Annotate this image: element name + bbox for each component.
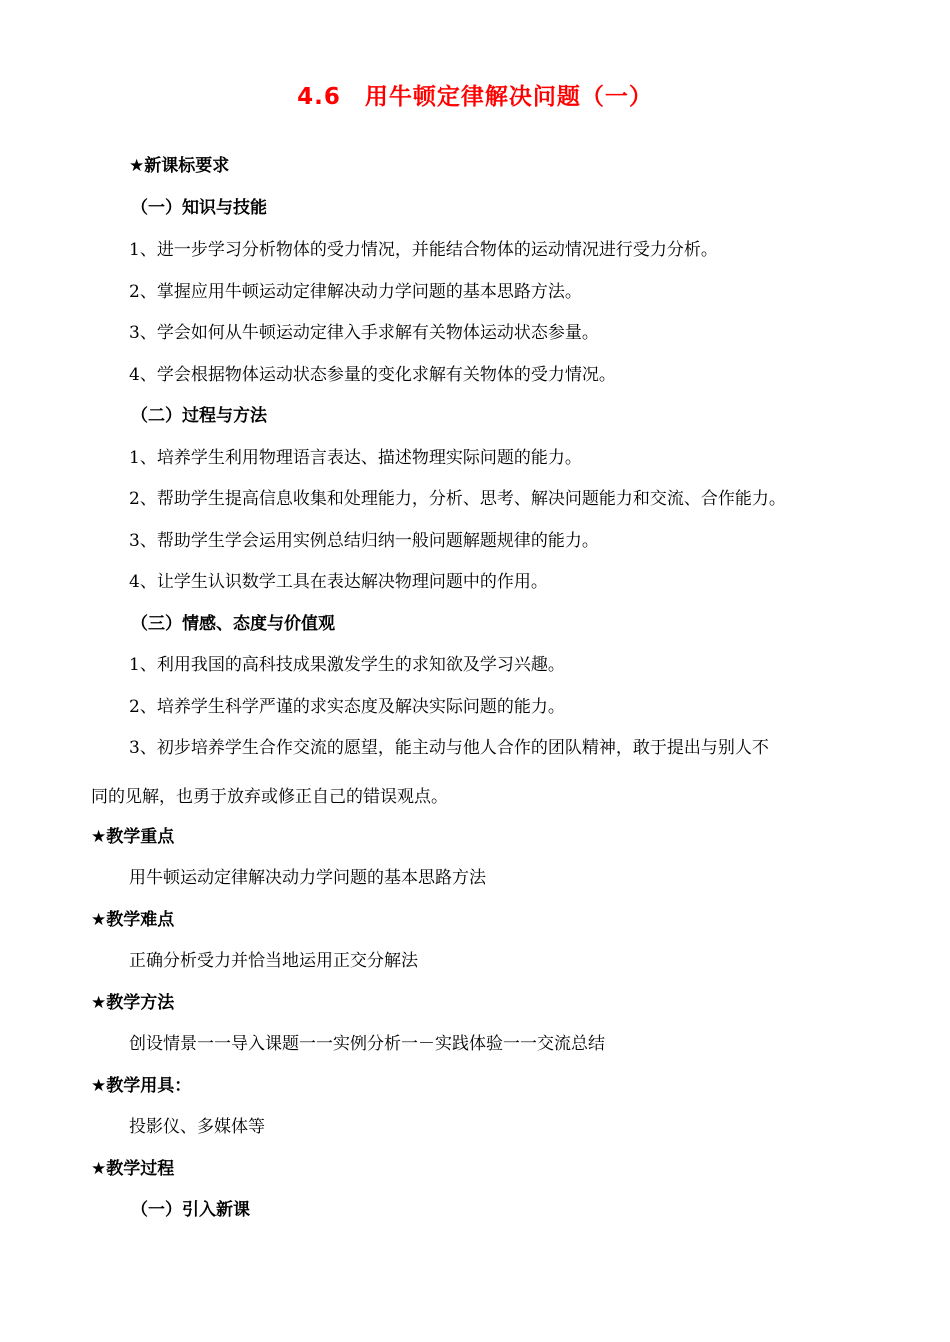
knowledge-item: 4、学会根据物体运动状态参量的变化求解有关物体的受力情况。 xyxy=(129,365,616,385)
values-item-continuation: 同的见解，也勇于放弃或修正自己的错误观点。 xyxy=(91,787,448,807)
method-text: 创设情景一一导入课题一一实例分析一－实践体验一一交流总结 xyxy=(129,1034,605,1054)
difficulty-text: 正确分析受力并恰当地运用正交分解法 xyxy=(129,951,418,971)
process-heading: （二）过程与方法 xyxy=(131,406,267,426)
key-point-text: 用牛顿运动定律解决动力学问题的基本思路方法 xyxy=(129,868,486,888)
page-title: 4.6 用牛顿定律解决问题（一） xyxy=(297,84,653,110)
method-heading: ★教学方法 xyxy=(91,993,175,1013)
process-item: 1、培养学生利用物理语言表达、描述物理实际问题的能力。 xyxy=(129,448,582,468)
difficulty-heading: ★教学难点 xyxy=(91,910,175,930)
tools-text: 投影仪、多媒体等 xyxy=(129,1117,265,1137)
values-heading: （三）情感、态度与价值观 xyxy=(131,614,335,634)
knowledge-item: 2、掌握应用牛顿运动定律解决动力学问题的基本思路方法。 xyxy=(129,282,582,302)
knowledge-item: 3、学会如何从牛顿运动定律入手求解有关物体运动状态参量。 xyxy=(129,323,599,343)
tools-heading: ★教学用具： xyxy=(91,1076,192,1096)
key-point-heading: ★教学重点 xyxy=(91,827,175,847)
values-item: 2、培养学生科学严谨的求实态度及解决实际问题的能力。 xyxy=(129,697,565,717)
knowledge-item: 1、进一步学习分析物体的受力情况，并能结合物体的运动情况进行受力分析。 xyxy=(129,240,718,260)
process-item: 2、帮助学生提高信息收集和处理能力，分析、思考、解决问题能力和交流、合作能力。 xyxy=(129,489,786,509)
values-item: 3、初步培养学生合作交流的愿望，能主动与他人合作的团队精神，敢于提出与别人不 xyxy=(129,738,769,758)
process-item: 4、让学生认识数学工具在表达解决物理问题中的作用。 xyxy=(129,572,548,592)
standards-heading: ★新课标要求 xyxy=(129,156,230,176)
procedure-heading: ★教学过程 xyxy=(91,1159,175,1179)
values-item: 1、利用我国的高科技成果激发学生的求知欲及学习兴趣。 xyxy=(129,655,565,675)
procedure-subheading: （一）引入新课 xyxy=(131,1200,250,1220)
knowledge-heading: （一）知识与技能 xyxy=(131,198,267,218)
process-item: 3、帮助学生学会运用实例总结归纳一般问题解题规律的能力。 xyxy=(129,531,599,551)
